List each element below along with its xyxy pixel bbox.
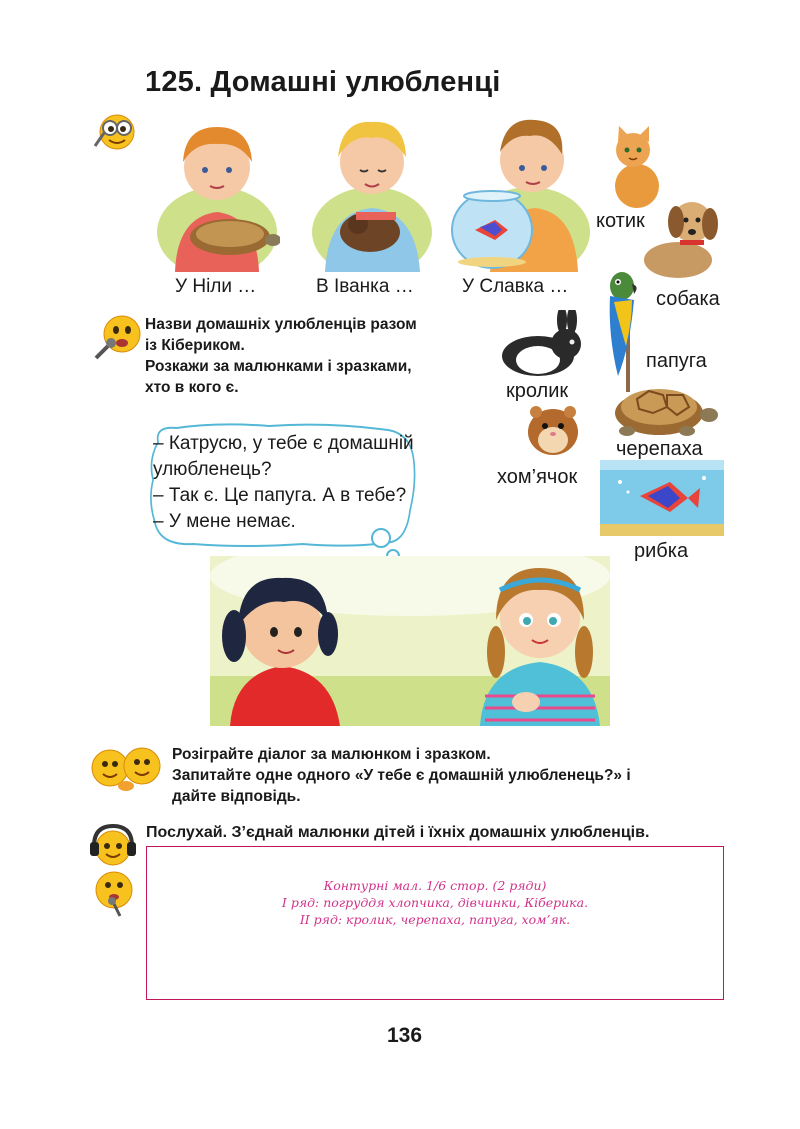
task1-line4: хто в кого є. [145, 379, 239, 396]
placeholder-note-line1: Контурні мал. 1/6 стор. (2 ряди) [323, 878, 547, 893]
illustration-placeholder-frame [146, 846, 724, 1000]
caption-slavko: У Славка … [462, 276, 569, 297]
boy-with-fish-illustration [450, 112, 590, 272]
two-girls-illustration [210, 556, 610, 726]
task1-instructions [145, 314, 417, 398]
page-title: 125. Домашні улюбленці [145, 66, 501, 98]
label-fish: рибка [634, 540, 689, 562]
dialog-line1: – Катрусю, у тебе є домашній [153, 433, 414, 454]
label-parrot: папуга [646, 350, 707, 372]
task3-instructions: Послухай. З’єднай малюнки дітей і їхніх домашніх улюбленців. [146, 824, 650, 841]
placeholder-note-line3: ІІ ряд: кролик, черепаха, папуга, хом’як. [299, 912, 571, 927]
task2-instructions [172, 744, 631, 807]
task1-line3: Розкажи за малюнками і зразками, [145, 358, 412, 375]
hamster-illustration [524, 400, 582, 458]
microphone-emoji-icon-2 [90, 868, 136, 918]
task1-line2: із Кібериком. [145, 337, 245, 354]
dialog-text [153, 431, 414, 535]
page-number: 136 [387, 1024, 423, 1047]
turtle-illustration [607, 377, 719, 439]
task2-line1: Розіграйте діалог за малюнком і зразком. [172, 746, 491, 763]
boy-with-dog-illustration [310, 112, 435, 272]
rabbit-illustration [500, 310, 588, 378]
placeholder-note-line2: І ряд: погруддя хлопчика, дівчинки, Кіберика. [281, 895, 589, 910]
label-dog: собака [656, 288, 720, 310]
label-cat: котик [596, 210, 645, 232]
label-rabbit: кролик [506, 380, 569, 402]
placeholder-note [147, 877, 723, 928]
microphone-emoji-icon [92, 312, 144, 362]
task1-line1: Назви домашніх улюбленців разом [145, 316, 417, 333]
fish-aquarium-illustration [600, 460, 724, 536]
girl-with-turtle-illustration [155, 112, 280, 272]
label-turtle: черепаха [616, 438, 703, 460]
headphones-emoji-icon [88, 822, 138, 868]
dialog-line2: улюбленець? [153, 459, 272, 480]
magnifier-emoji-icon [90, 112, 140, 156]
two-emojis-icon [88, 740, 168, 796]
dialog-line3: – Так є. Це папуга. А в тебе? [153, 485, 407, 506]
task2-line2: Запитайте одне одного «У тебе є домашній улюбленець?» і [172, 767, 631, 784]
caption-nila: У Ніли … [175, 276, 257, 297]
parrot-illustration [604, 266, 654, 394]
caption-ivanko: В Іванка … [316, 276, 414, 297]
label-hamster: хом’ячок [497, 466, 578, 488]
dialog-line4: – У мене немає. [153, 511, 296, 532]
task2-line3: дайте відповідь. [172, 788, 301, 805]
